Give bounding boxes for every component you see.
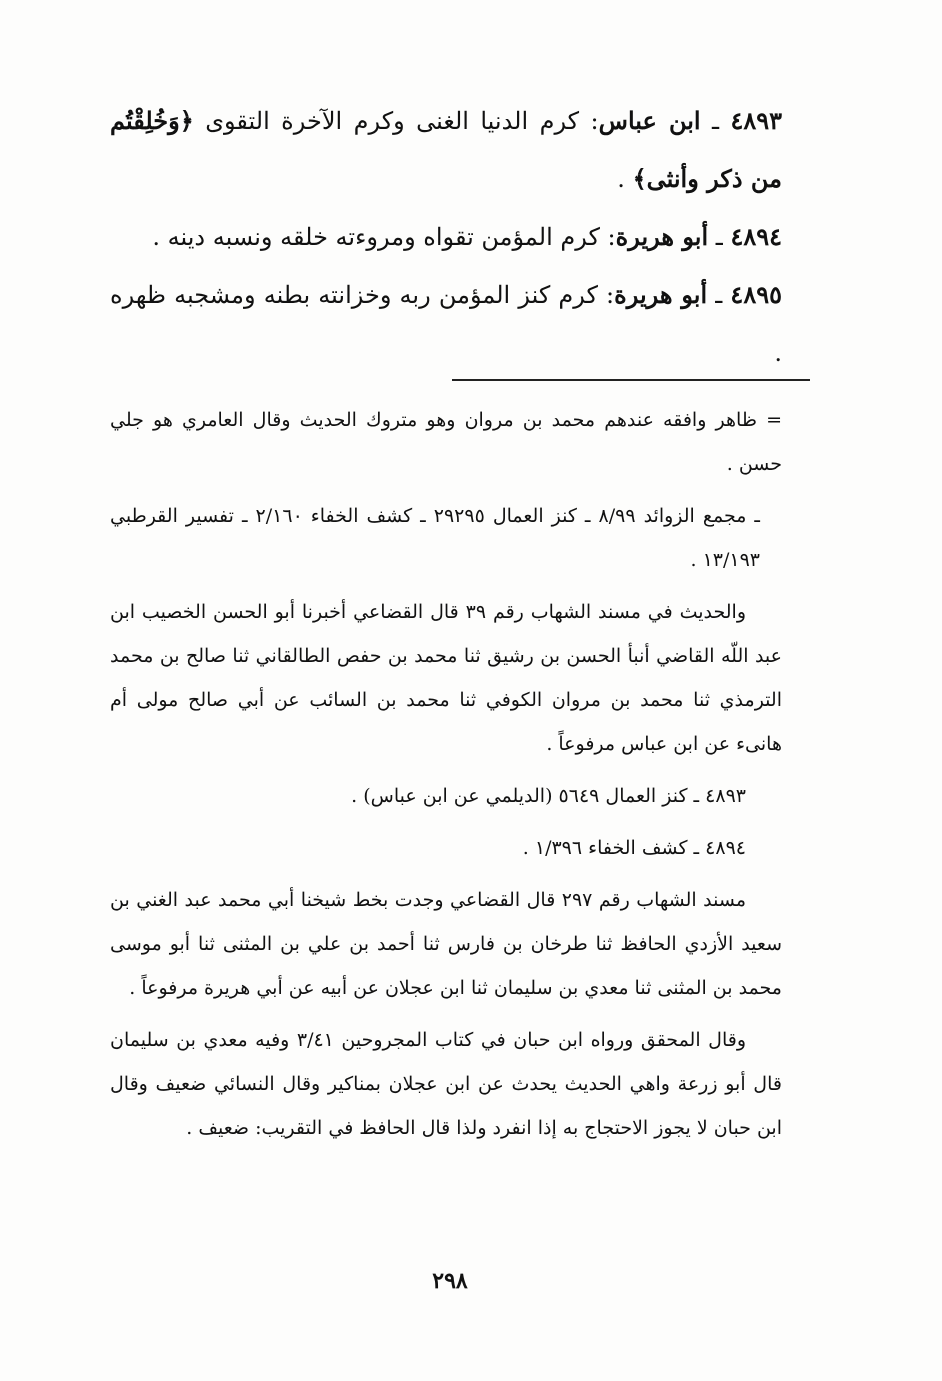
footnotes bbox=[110, 398, 782, 1158]
entry-separator: ـ bbox=[707, 281, 731, 309]
entry-colon: : bbox=[597, 281, 615, 309]
entry-end: . bbox=[617, 165, 633, 193]
footnote-musnad: مسند الشهاب رقم ٢٩٧ قال القضاعي وجدت بخط شيخنا أبي محمد عبد الغني بن سعيد الأزدي الحافظ ثنا طرخان بن فارس ثنا أحمد بن علي بن المثنى ثنا أبو موسى محمد بن المثنى ثنا معدي بن سليمان ثنا ابن عجلان عن أبيه عن أبي هريرة مرفوعاً . bbox=[110, 889, 782, 999]
footnote-references: ـ مجمع الزوائد ٨/٩٩ ـ كنز العمال ٢٩٢٩٥ ـ كشف الخفاء ٢/١٦٠ ـ تفسير القرطبي ١٣/١٩٣ . bbox=[110, 505, 760, 571]
entry-colon: : bbox=[599, 223, 616, 251]
footnote-muhaqqiq: وقال المحقق ورواه ابن حبان في كتاب المجروحين ٣/٤١ وفيه معدي بن سليمان قال أبو زرعة واهي الحديث يحدث عن ابن عجلان بمناكير وقال النسائي ضعيف وقال ابن حبان لا يجوز الاحتجاج به إذا انفرد ولذا قال الحافظ في التقريب: ضعيف . bbox=[110, 1029, 782, 1139]
entry-separator: ـ bbox=[708, 223, 731, 251]
entry-number: ٤٨٩٤ bbox=[730, 222, 782, 251]
footnote-4894: ٤٨٩٤ ـ كشف الخفاء ١/٣٩٦ . bbox=[522, 837, 746, 859]
footnote-continuation: = ظاهر وافقه عندهم محمد بن مروان وهو متروك الحديث وقال العامري هو جلي حسن . bbox=[110, 409, 782, 475]
page-number: ٢٩٨ bbox=[432, 1268, 468, 1294]
footnote-separator bbox=[452, 379, 810, 381]
footnote-isnad: والحديث في مسند الشهاب رقم ٣٩ قال القضاعي أخبرنا أبو الحسن الخصيب ابن عبد اللّه القاضي أنبأ الحسن بن رشيق ثنا محمد بن حفص الطالقاني ثنا صالح بن محمد الترمذي ثنا محمد بن مروان الكوفي ثنا محمد بن السائب عن أبي صالح مولى أم هانىء عن ابن عباس مرفوعاً . bbox=[110, 601, 782, 755]
entry-narrator: ابن عباس bbox=[598, 106, 701, 135]
hadith-entry-4894 bbox=[110, 208, 782, 266]
entry-narrator: أبو هريرة bbox=[614, 280, 708, 309]
hadith-entries bbox=[110, 92, 782, 382]
entry-narrator: أبو هريرة bbox=[615, 222, 709, 251]
hadith-entry-4895 bbox=[110, 266, 782, 382]
entry-number: ٤٨٩٣ bbox=[730, 106, 783, 135]
entry-text: كرم المؤمن تقواه ومروءته خلقه ونسبه دينه . bbox=[152, 223, 600, 251]
hadith-entry-4893 bbox=[110, 92, 782, 208]
entry-separator: ـ bbox=[700, 107, 731, 135]
entry-number: ٤٨٩٥ bbox=[730, 280, 782, 309]
entry-text: كرم كنز المؤمن ربه وخزانته بطنه ومشجبه ظهره . bbox=[110, 281, 782, 367]
footnote-4893: ٤٨٩٣ ـ كنز العمال ٥٦٤٩ (الديلمي عن ابن عباس) . bbox=[351, 785, 746, 807]
entry-text: كرم الدنيا الغنى وكرم الآخرة التقوى bbox=[193, 107, 580, 135]
entry-colon: : bbox=[579, 107, 599, 135]
quran-quote: ﴿وَخُلِقْتُم من ذكر وأنثى﴾ bbox=[110, 106, 782, 193]
